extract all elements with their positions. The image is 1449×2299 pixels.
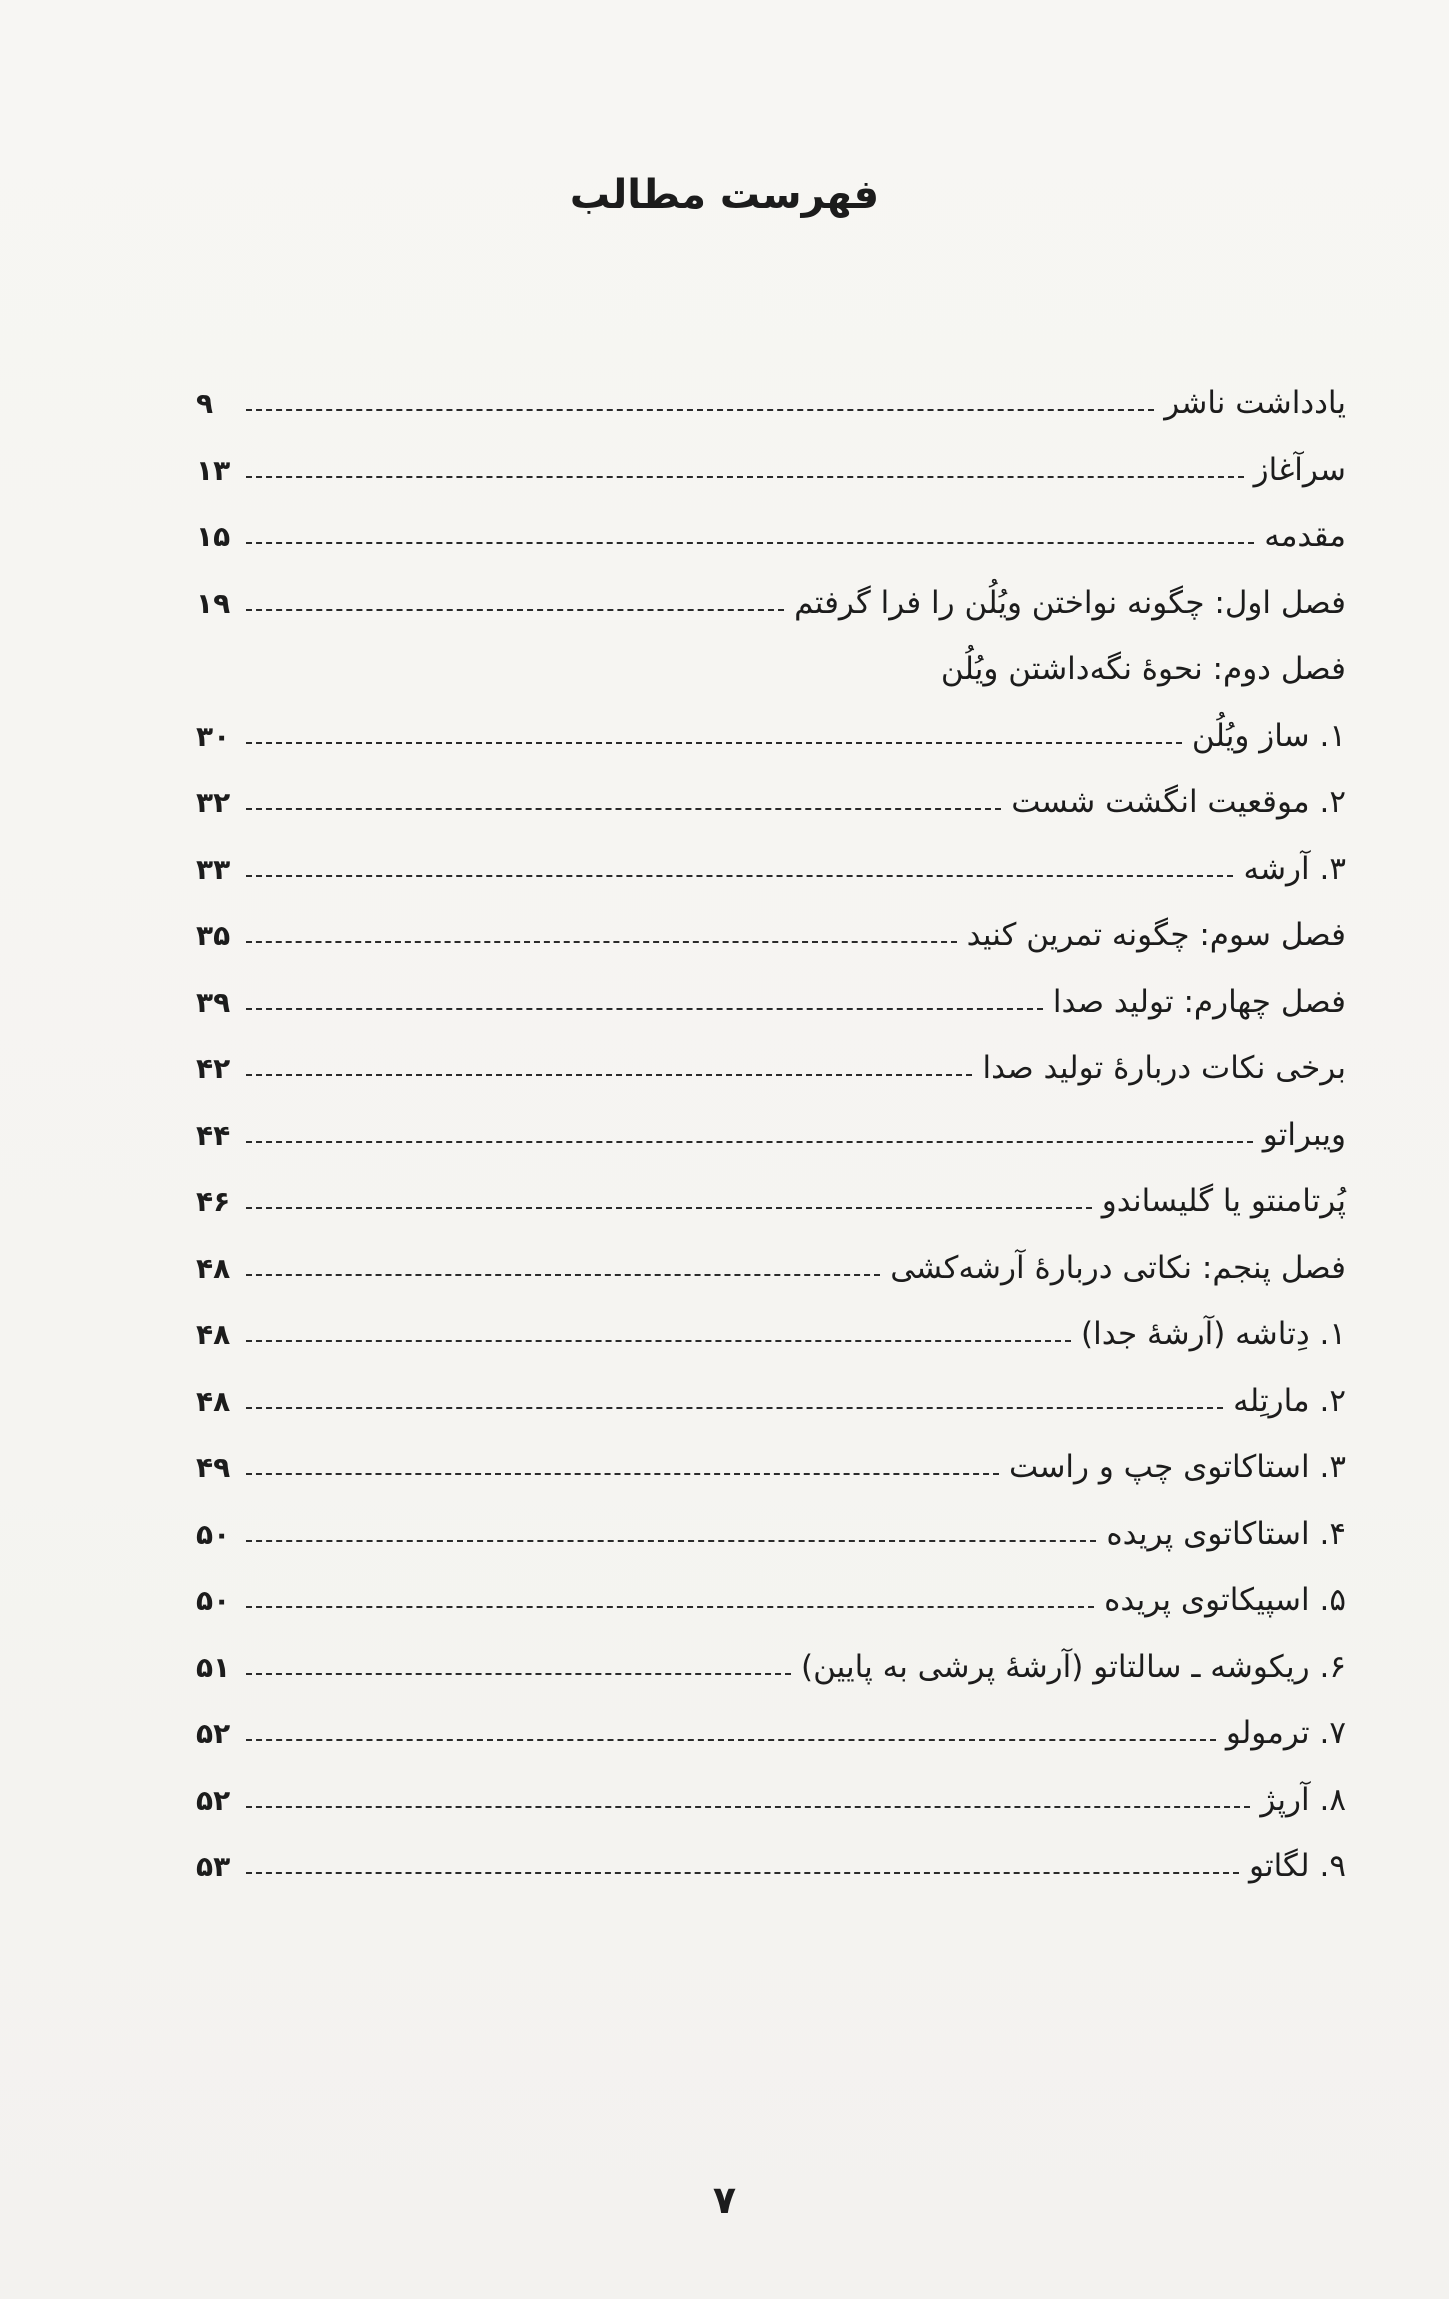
dot-leader — [246, 408, 1154, 411]
toc-entry — [196, 585, 1346, 652]
toc-entry — [196, 651, 1346, 718]
dot-leader — [246, 608, 784, 611]
table-of-contents — [196, 385, 1346, 1915]
toc-entry — [196, 1316, 1346, 1383]
toc-entry-page-number: ۹ — [196, 387, 214, 420]
toc-entry-page-number: ۴۹ — [196, 1451, 231, 1484]
toc-entry — [196, 984, 1346, 1051]
toc-entry — [196, 1649, 1346, 1716]
toc-entry — [196, 1117, 1346, 1184]
toc-entry — [196, 1183, 1346, 1250]
dot-leader — [246, 1273, 880, 1276]
toc-entry — [196, 851, 1346, 918]
toc-entry-page-number: ۱۹ — [196, 586, 231, 620]
toc-entry-page-number: ۴۸ — [196, 1318, 231, 1351]
toc-entry-title: فصل چهارم: تولید صدا — [1052, 983, 1346, 1020]
dot-leader — [246, 1805, 1250, 1808]
toc-entry-page-number: ۳۹ — [196, 985, 231, 1019]
toc-entry — [196, 518, 1346, 585]
toc-entry-title: ۸. آرپژ — [1260, 1781, 1346, 1818]
toc-entry-title: ۵. اسپیکاتوی پریده — [1104, 1582, 1346, 1618]
toc-entry — [196, 1250, 1346, 1317]
toc-entry-title: ۴. استاکاتوی پریده — [1106, 1515, 1346, 1552]
toc-entry — [196, 1782, 1346, 1849]
toc-entry — [196, 1449, 1346, 1516]
toc-entry-page-number: ۴۲ — [196, 1052, 231, 1085]
toc-entry-page-number: ۱۳ — [196, 453, 231, 487]
toc-entry-page-number: ۴۴ — [196, 1118, 231, 1152]
toc-entry — [196, 1050, 1346, 1117]
toc-entry-page-number: ۳۰ — [196, 719, 231, 753]
toc-entry — [196, 1383, 1346, 1450]
dot-leader — [246, 1738, 1216, 1741]
dot-leader — [246, 541, 1254, 544]
dot-leader — [246, 1140, 1253, 1143]
toc-entry — [196, 1715, 1346, 1782]
toc-entry-title: ۶. ریکوشه ـ سالتاتو (آرشهٔ پرشی به پایین) — [800, 1648, 1346, 1685]
toc-entry-page-number: ۳۲ — [196, 786, 231, 819]
toc-entry-title: مقدمه — [1264, 518, 1346, 554]
page-number: ۷ — [712, 2178, 737, 2222]
toc-entry-page-number: ۵۲ — [196, 1783, 231, 1817]
toc-entry — [196, 718, 1346, 785]
dot-leader — [246, 807, 1001, 810]
dot-leader — [246, 874, 1233, 877]
toc-entry-page-number: ۵۱ — [196, 1650, 231, 1684]
toc-entry-page-number: ۱۵ — [196, 520, 231, 553]
dot-leader — [246, 1539, 1096, 1542]
toc-entry — [196, 1516, 1346, 1583]
page-title: فهرست مطالب — [569, 172, 880, 218]
toc-entry-title: یادداشت ناشر — [1164, 385, 1346, 421]
toc-entry — [196, 1848, 1346, 1915]
toc-entry-page-number: ۴۶ — [196, 1185, 231, 1218]
toc-entry — [196, 385, 1346, 452]
toc-entry-title: ۱. دِتاشه (آرشهٔ جدا) — [1081, 1316, 1346, 1352]
toc-entry-page-number: ۴۸ — [196, 1251, 231, 1285]
toc-entry-page-number: ۳۵ — [196, 919, 231, 952]
toc-entry-page-number: ۵۰ — [196, 1517, 231, 1551]
toc-entry-title: ویبراتو — [1262, 1116, 1346, 1153]
toc-entry-title: ۷. ترمولو — [1225, 1715, 1346, 1751]
toc-entry — [196, 1582, 1346, 1649]
dot-leader — [246, 475, 1244, 478]
toc-entry-title: فصل پنجم: نکاتی دربارهٔ آرشه‌کشی — [890, 1249, 1346, 1286]
dot-leader — [246, 1672, 791, 1675]
dot-leader — [246, 1472, 999, 1475]
dot-leader — [246, 1339, 1071, 1342]
dot-leader — [246, 1871, 1239, 1874]
toc-entry — [196, 784, 1346, 851]
dot-leader — [246, 940, 957, 943]
toc-entry-page-number: ۳۳ — [196, 852, 231, 886]
dot-leader — [246, 741, 1182, 744]
toc-entry-title: ۱. ساز ویُلُن — [1191, 717, 1346, 754]
toc-entry-title: ۳. استاکاتوی چپ و راست — [1009, 1449, 1346, 1485]
toc-entry-title: ۹. لگاتو — [1248, 1848, 1346, 1884]
toc-entry — [196, 452, 1346, 519]
toc-entry-title: برخی نکات دربارهٔ تولید صدا — [982, 1050, 1346, 1086]
toc-entry-page-number: ۵۲ — [196, 1717, 231, 1750]
toc-entry-title: فصل اول: چگونه نواختن ویُلُن را فرا گرفتم — [794, 584, 1346, 621]
toc-entry — [196, 917, 1346, 984]
dot-leader — [246, 1073, 972, 1076]
toc-entry-title: ۲. موقعیت انگشت شست — [1011, 784, 1346, 820]
dot-leader — [246, 1206, 1092, 1209]
dot-leader — [246, 1605, 1094, 1608]
toc-entry-title: ۲. مارتِله — [1233, 1382, 1346, 1419]
dot-leader — [246, 1007, 1043, 1010]
dot-leader — [246, 1406, 1223, 1409]
toc-entry-page-number: ۵۰ — [196, 1584, 231, 1617]
toc-entry-page-number: ۴۸ — [196, 1384, 231, 1418]
toc-entry-title: سرآغاز — [1253, 451, 1346, 488]
toc-entry-title: فصل دوم: نحوهٔ نگه‌داشتن ویُلُن — [940, 651, 1346, 687]
toc-entry-page-number: ۵۳ — [196, 1850, 231, 1883]
toc-entry-title: ۳. آرشه — [1243, 850, 1346, 887]
toc-entry-title: فصل سوم: چگونه تمرین کنید — [966, 917, 1346, 953]
toc-entry-title: پُرتامنتو یا گلیساندو — [1101, 1183, 1346, 1219]
